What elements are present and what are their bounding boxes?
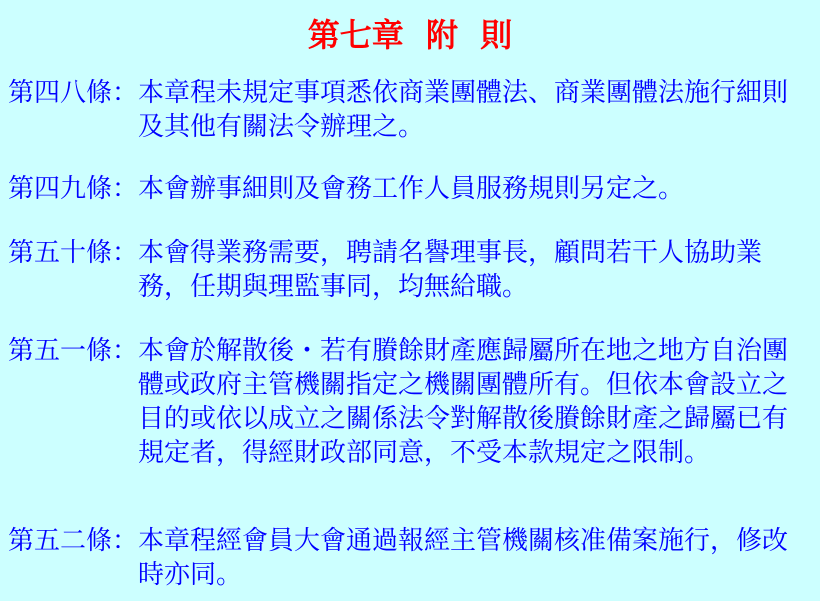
article-text: 本會於解散後・若有賸餘財產應歸屬所在地之地方自治團體或政府主管機關指定之機關團體所有。但依本會設立之目的或依以成立之關係法令對解散後賸餘財產之歸屬已有規定者，得經財政部同意，不受本款規定之限制。 bbox=[138, 336, 789, 468]
article-48 bbox=[8, 76, 814, 144]
article-text: 本會辦事細則及會務工作人員服務規則另定之。 bbox=[138, 174, 685, 204]
article-text: 本會得業務需要，聘請名譽理事長，顧問若干人協助業務，任期與理監事同，均無給職。 bbox=[138, 238, 763, 302]
article-label: 第四九條： bbox=[8, 174, 139, 204]
article-text: 本章程未規定事項悉依商業團體法、商業團體法施行細則及其他有關法令辦理之。 bbox=[138, 78, 789, 142]
article-50 bbox=[8, 236, 814, 304]
article-label: 第五一條： bbox=[8, 336, 139, 366]
article-51 bbox=[8, 334, 814, 470]
chapter-title: 第七章 附 則 bbox=[307, 16, 513, 54]
article-label: 第五二條： bbox=[8, 526, 139, 556]
article-text: 本章程經會員大會通過報經主管機關核准備案施行，修改時亦同。 bbox=[138, 526, 789, 590]
article-52 bbox=[8, 524, 814, 592]
article-label: 第五十條： bbox=[8, 238, 139, 268]
article-label: 第四八條： bbox=[8, 78, 139, 108]
article-49 bbox=[8, 172, 814, 206]
